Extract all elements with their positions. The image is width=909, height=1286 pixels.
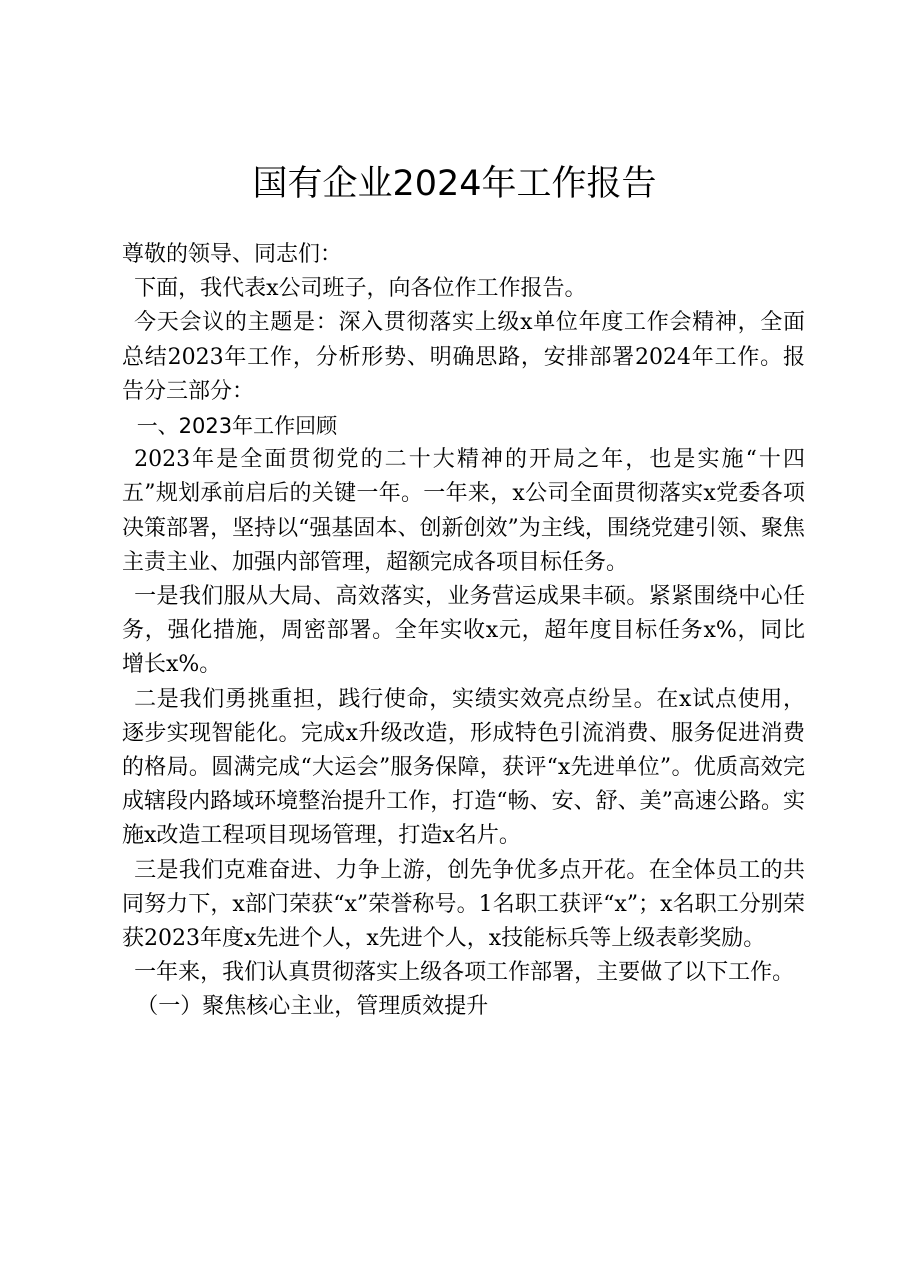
salutation: 尊敬的领导、同志们： <box>122 242 343 267</box>
document-body <box>122 238 805 1025</box>
page-title: 国有企业2024年工作报告 <box>252 164 657 204</box>
paragraph-point-3: 三是我们克难奋进、力争上游，创先争优多点开花。在全体员工的共同努力下，x部门荣获“x”荣誉称号。1名职工获评“x”；x名职工分别荣获2023年度x先进个人，x先进个人，x技能标兵等上级表彰奖励。 <box>122 857 805 952</box>
paragraph-summary: 一年来，我们认真贯彻落实上级各项工作部署，主要做了以下工作。 <box>134 960 795 986</box>
paragraph-point-1: 一是我们服从大局、高效落实，业务营运成果丰硕。紧紧围绕中心任务，强化措施，周密部署。全年实收x元，超年度目标任务x%，同比增长x%。 <box>122 584 805 678</box>
paragraph-point-2: 二是我们勇挑重担，践行使命，实绩实效亮点纷呈。在x试点使用，逐步实现智能化。完成x升级改造，形成特色引流消费、服务促进消费的格局。圆满完成“大运会”服务保障，获评“x先进单位”。优质高效完成辖段内路域环境整治提升工作，打造“畅、安、舒、美”高速公路。实施x改造工程项目现场管理，打造x名片。 <box>122 686 805 849</box>
paragraph-intro: 下面，我代表x公司班子，向各位作工作报告。 <box>134 276 587 302</box>
paragraph-theme: 今天会议的主题是：深入贯彻落实上级x单位年度工作会精神，全面总结2023年工作，分析形势、明确思路，安排部署2024年工作。报告分三部分： <box>122 310 805 404</box>
subsection-heading-1: （一）聚焦核心主业，管理质效提升 <box>136 994 489 1020</box>
section-heading-1: 一、2023年工作回顾 <box>136 414 338 439</box>
paragraph-review: 2023年是全面贯彻党的二十大精神的开局之年，也是实施“十四五”规划承前启后的关键一年。一年来，x公司全面贯彻落实x党委各项决策部署，坚持以“强基固本、创新创效”为主线，围绕党建引领、聚焦主责主业、加强内部管理，超额完成各项目标任务。 <box>122 447 805 575</box>
